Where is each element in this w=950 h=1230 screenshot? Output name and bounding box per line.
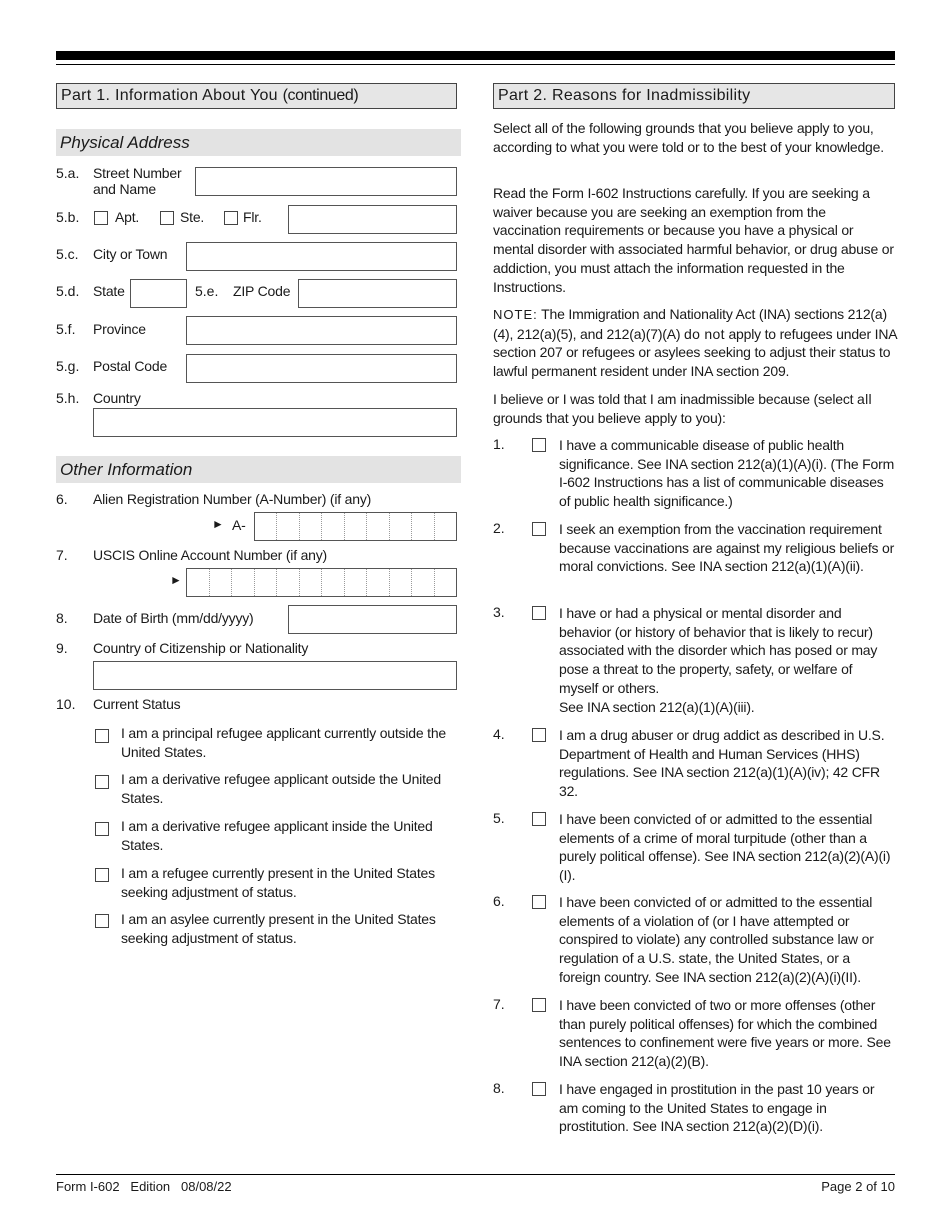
- ground-checkbox-7[interactable]: [532, 998, 546, 1012]
- note-label: NOTE:: [493, 307, 538, 322]
- status-option: I am a principal refugee applicant currently outside the United States.: [121, 725, 446, 760]
- postal-label: Postal Code: [93, 358, 168, 374]
- part1-header: [56, 83, 457, 109]
- country-label: Country: [93, 390, 141, 406]
- a-number-label: Alien Registration Number (A-Number) (if any): [93, 491, 372, 507]
- part2-prompt: [493, 390, 895, 427]
- field-number: 6.: [56, 491, 68, 507]
- note-text-end: apply to refugees under INA section 207 or refugees or asylees seeking to adjust their status to lawful permanent resident under INA section 209.: [493, 325, 897, 380]
- ground-checkbox-1[interactable]: [532, 438, 546, 452]
- status-checkbox-asylee-adjustment[interactable]: [95, 914, 109, 928]
- postal-input[interactable]: [186, 354, 457, 383]
- ground-checkbox-2[interactable]: [532, 522, 546, 536]
- zip-input[interactable]: [298, 279, 457, 308]
- a-number-input[interactable]: [254, 512, 457, 541]
- other-information-header: Other Information: [56, 456, 461, 483]
- country-input[interactable]: [93, 408, 457, 437]
- ground-checkbox-5[interactable]: [532, 812, 546, 826]
- item-number: 6.: [493, 893, 505, 909]
- item-number: 8.: [493, 1080, 505, 1096]
- ground-checkbox-6[interactable]: [532, 895, 546, 909]
- province-label: Province: [93, 321, 146, 337]
- note-emphasis: do not: [684, 325, 725, 342]
- item-number: 2.: [493, 520, 505, 536]
- field-number: 8.: [56, 610, 68, 626]
- part2-note: [493, 305, 897, 381]
- part1-continued: (continued): [282, 87, 359, 104]
- field-number: 5.f.: [56, 321, 76, 337]
- dob-input[interactable]: [288, 605, 457, 634]
- item-text: I have been convicted of or admitted to the essential elements of a violation of (or I have attempted or conspired to violate) any controlled substance law or regulation of a U.S. state, the United States, or a foreign country. See INA section 212(a)(2)(A)(i)(II).: [559, 894, 874, 985]
- uscis-account-input[interactable]: [186, 568, 457, 597]
- field-number: 5.e.: [195, 283, 219, 299]
- note-text: The Immigration and Nationality Act (INA) sections 212(a)(4), 212(a)(5), and 212(a)(7)(A): [493, 306, 887, 342]
- part2-column: [493, 83, 897, 1135]
- street-label: Street Number and Name: [93, 165, 182, 197]
- field-number: 5.c.: [56, 246, 79, 262]
- citizenship-label: Country of Citizenship or Nationality: [93, 640, 309, 656]
- field-number: 7.: [56, 547, 68, 563]
- state-select[interactable]: [130, 279, 187, 308]
- item-text: I have engaged in prostitution in the past 10 years or am coming to the United States to engage in prostitution. See INA section 212(a)(2)(D)(i).: [559, 1081, 875, 1135]
- item-text-ref: See INA section 212(a)(1)(A)(iii).: [559, 698, 755, 715]
- part1-title: Part 1. Information About You: [61, 87, 283, 104]
- prompt-text-end: grounds that you believe apply to you):: [493, 409, 726, 426]
- province-input[interactable]: [186, 316, 457, 345]
- citizenship-input[interactable]: [93, 661, 457, 690]
- ground-checkbox-4[interactable]: [532, 728, 546, 742]
- street-input[interactable]: [195, 167, 457, 196]
- item-number: 3.: [493, 604, 505, 620]
- status-option: I am a derivative refugee applicant inside the United States.: [121, 818, 433, 853]
- ground-checkbox-8[interactable]: [532, 1082, 546, 1096]
- part2-header: Part 2. Reasons for Inadmissibility: [493, 83, 895, 109]
- ground-checkbox-3[interactable]: [532, 606, 546, 620]
- footer-form-edition: Form I-602 Edition 08/08/22: [56, 1179, 232, 1194]
- ste-checkbox[interactable]: [160, 211, 174, 225]
- item-text-main: I have or had a physical or mental disorder and behavior (or history of behavior that is likely to recur) associated with the disorder which has posed or may pose a threat to the property, safety, or welfare of myself or others.: [559, 605, 878, 696]
- field-number: 5.d.: [56, 283, 80, 299]
- footer-rule: [56, 1174, 895, 1175]
- status-checkbox-derivative-outside[interactable]: [95, 775, 109, 789]
- dob-label: Date of Birth (mm/dd/yyyy): [93, 610, 254, 626]
- item-number: 4.: [493, 726, 505, 742]
- item-text: I have been convicted of or admitted to the essential elements of a crime of moral turpitude (other than a purely political offense). See INA section 212(a)(2)(A)(i)(I).: [559, 811, 891, 884]
- physical-address-header: Physical Address: [56, 129, 461, 156]
- field-number: 10.: [56, 696, 76, 712]
- arrow-icon: ►: [212, 517, 224, 531]
- item-text: I have been convicted of two or more offenses (other than purely political offenses) for which the combined sentences to confinement were five years or more. See INA section 212(a)(2)(B).: [559, 997, 891, 1070]
- item-text: I am a drug abuser or drug addict as described in U.S. Department of Health and Human Services (HHS) regulations. See INA section 212(a)(1)(A)(iv); 42 CFR 32.: [559, 727, 885, 800]
- apt-checkbox[interactable]: [94, 211, 108, 225]
- field-number: 5.h.: [56, 390, 80, 406]
- unit-number-input[interactable]: [288, 205, 457, 234]
- prompt-text: I believe or I was told that I am inadmissible because (select: [493, 391, 858, 407]
- field-number: 5.a.: [56, 165, 80, 181]
- flr-checkbox[interactable]: [224, 211, 238, 225]
- ste-label: Ste.: [180, 209, 205, 225]
- city-label: City or Town: [93, 246, 168, 262]
- item-text: [559, 604, 895, 716]
- item-number: 5.: [493, 810, 505, 826]
- status-checkbox-refugee-adjustment[interactable]: [95, 868, 109, 882]
- state-label: State: [93, 283, 125, 299]
- arrow-icon: ►: [170, 573, 182, 587]
- a-prefix: A-: [232, 517, 246, 533]
- item-number: 1.: [493, 436, 505, 452]
- footer-page-number: Page 2 of 10: [821, 1179, 895, 1194]
- zip-label: ZIP Code: [233, 283, 291, 299]
- uscis-label: USCIS Online Account Number (if any): [93, 547, 328, 563]
- status-checkbox-principal[interactable]: [95, 729, 109, 743]
- status-label: Current Status: [93, 696, 181, 712]
- flr-label: Flr.: [243, 209, 262, 225]
- city-input[interactable]: [186, 242, 457, 271]
- part1-column: [56, 83, 457, 946]
- status-option: I am a refugee currently present in the United States seeking adjustment of status.: [121, 865, 435, 900]
- status-option: I am an asylee currently present in the United States seeking adjustment of status.: [121, 911, 436, 946]
- apt-label: Apt.: [115, 209, 140, 225]
- item-number: 7.: [493, 996, 505, 1012]
- part2-intro: Select all of the following grounds that you believe apply to you, according to what you were told or to the best of your knowledge.: [493, 120, 884, 155]
- item-text: I have a communicable disease of public health significance. See INA section 212(a)(1)(A)(i). (The Form I-602 Instructions has a list of communicable diseases of public health significance.): [559, 437, 895, 510]
- prompt-emphasis: all: [857, 391, 872, 407]
- top-rule-thick: [56, 51, 895, 60]
- status-option: I am a derivative refugee applicant outside the United States.: [121, 771, 441, 806]
- part2-instructions: Read the Form I-602 Instructions carefully. If you are seeking a waiver because you are seeking an exemption from the vaccination requirements or because you have a physical or mental disorder with associated harmful behavior, or drug abuse or addiction, you must attach the information requested in the Instructions.: [493, 185, 894, 295]
- top-rule-thin: [56, 64, 895, 65]
- status-checkbox-derivative-inside[interactable]: [95, 822, 109, 836]
- field-number: 9.: [56, 640, 68, 656]
- item-text: I seek an exemption from the vaccination requirement because vaccinations are against my religious beliefs or moral convictions. See INA section 212(a)(1)(A)(ii).: [559, 521, 895, 575]
- field-number: 5.b.: [56, 209, 80, 225]
- field-number: 5.g.: [56, 358, 80, 374]
